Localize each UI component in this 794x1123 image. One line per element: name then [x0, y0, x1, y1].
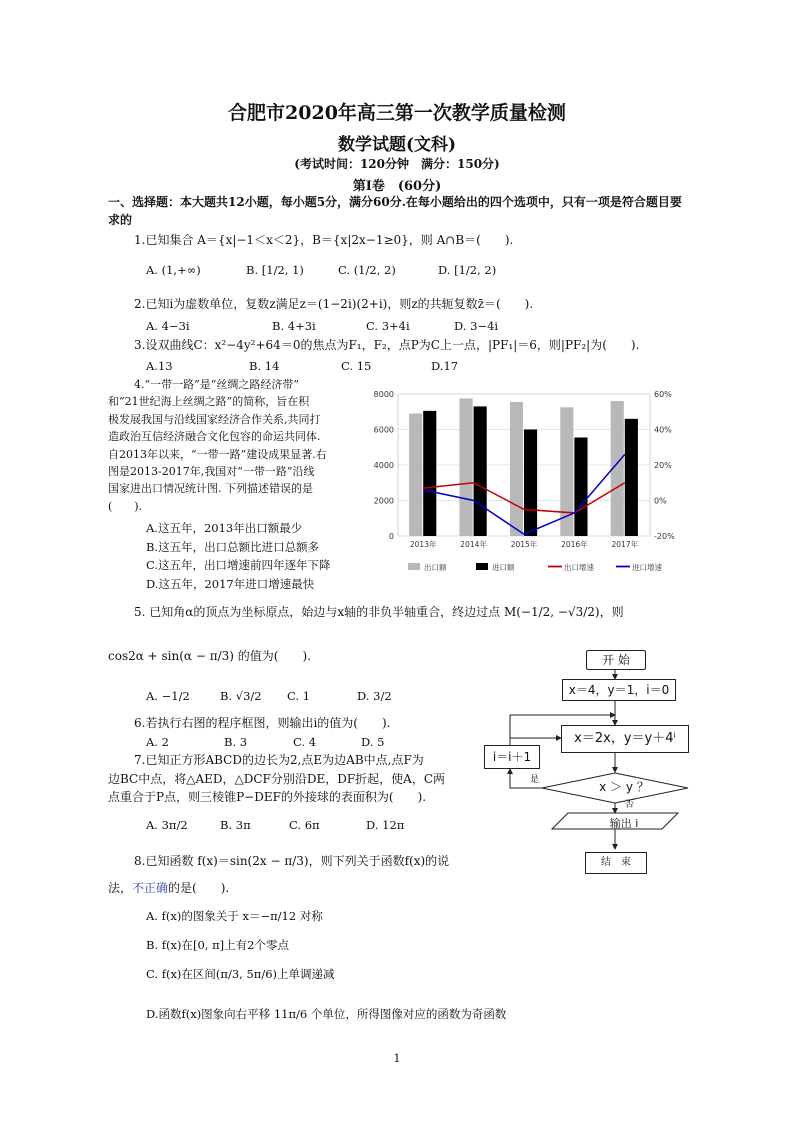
- q7-option-d: D. 12π: [366, 818, 405, 832]
- exam-info: (考试时间：120分钟 满分：150分): [294, 157, 500, 171]
- q7-option-a: A. 3π/2: [146, 818, 188, 832]
- q2-stem: 2.已知i为虚数单位，复数z满足z＝(1−2i)(2+i)，则z的共轭复数z̄＝( ).: [134, 297, 534, 311]
- flow-start: 开 始: [586, 650, 646, 670]
- right-tick-label: 40%: [654, 425, 672, 435]
- q4-line-8: ( ).: [108, 499, 143, 513]
- q1-stem: 1.已知集合 A＝{x|−1＜x＜2}，B＝{x|2x−1≥0}，则 A∩B＝( ).: [134, 233, 514, 247]
- category-label: 2014年: [460, 540, 487, 549]
- exam-title: 合肥市2020年高三第一次教学质量检测: [228, 102, 566, 124]
- legend-swatch: [476, 563, 488, 570]
- left-tick-label: 6000: [373, 425, 394, 435]
- q6-option-c: C. 4: [293, 735, 317, 749]
- q1-option-d: D. [1/2, 2): [438, 263, 497, 277]
- q8-option-a: A. f(x)的图象关于 x＝−π/12 对称: [146, 909, 323, 923]
- left-tick-label: 2000: [373, 496, 394, 506]
- q5-option-b: B. √3/2: [220, 689, 262, 703]
- q1-option-b: B. [1/2, 1): [246, 263, 304, 277]
- q8-stem-1: 8.已知函数 f(x)＝sin(2x − π/3)，则下列关于函数f(x)的说: [134, 854, 450, 868]
- bar-进口额-2014年: [474, 406, 487, 536]
- q4-line-3: 极发展我国与沿线国家经济合作关系,共同打: [108, 412, 321, 426]
- q4-line-7: 国家进出口情况统计图. 下列描述错误的是: [108, 482, 313, 496]
- flow-yes-label: 是: [530, 775, 540, 785]
- q8-option-d: D.函数f(x)图象向右平移 11π/6 个单位，所得图像对应的函数为奇函数: [146, 1007, 507, 1021]
- exam-subtitle: 数学试题(文科): [337, 135, 457, 155]
- q4-line-6: 图是2013-2017年,我国对“一带一路”沿线: [108, 465, 315, 479]
- q3-stem: 3.设双曲线C：x²−4y²+64＝0的焦点为F₁，F₂，点P为C上一点，|PF₁|＝6，则|PF₂|为( ).: [134, 338, 640, 352]
- right-tick-label: -20%: [654, 532, 675, 541]
- right-tick-label: 20%: [654, 461, 672, 470]
- bar-进口额-2015年: [524, 430, 537, 537]
- q5-option-c: C. 1: [287, 689, 311, 703]
- q3-option-a: A.13: [146, 359, 173, 373]
- q8-stem-2c: 的是( ).: [168, 881, 230, 895]
- q7-option-b: B. 3π: [220, 818, 251, 832]
- q4-option-d: D.这五年，2017年进口增速最快: [146, 577, 315, 591]
- bar-进口额-2017年: [625, 419, 638, 536]
- legend-label: 进口增速: [632, 563, 662, 572]
- q4-stem: [108, 376, 360, 515]
- q1-option-c: C. (1/2, 2): [338, 263, 396, 277]
- q8-option-c: C. f(x)在区间(π/3, 5π/6)上单调递减: [146, 967, 335, 981]
- bar-出口额-2015年: [510, 402, 523, 536]
- bar-进口额-2016年: [574, 437, 587, 536]
- q3-option-c: C. 15: [341, 359, 372, 373]
- left-tick-label: 4000: [373, 461, 394, 470]
- q5-option-d: D. 3/2: [357, 689, 392, 703]
- q2-option-d: D. 3−4i: [454, 319, 499, 333]
- q7-line-3: 点重合于P点，则三棱锥P−DEF的外接球的表面积为( ).: [108, 790, 427, 804]
- q6-option-a: A. 2: [146, 735, 169, 749]
- flow-init: x＝4，y＝1，i＝0: [562, 679, 676, 701]
- flow-no-label: 否: [625, 800, 635, 810]
- page-number: 1: [393, 1052, 401, 1065]
- left-tick-label: 0: [388, 532, 394, 541]
- q8-stem-2: [108, 880, 229, 896]
- q7-option-c: C. 6π: [289, 818, 320, 832]
- volume-heading: 第Ⅰ卷 (60分): [352, 179, 442, 194]
- category-label: 2015年: [510, 540, 538, 549]
- q4-option-c: C.这五年，出口增速前四年逐年下降: [146, 558, 331, 572]
- q4-line-2: 和“21世纪海上丝绸之路”的简称，旨在积: [108, 395, 310, 409]
- legend-swatch: [408, 563, 420, 570]
- q7-line-2: 边BC中点，将△AED，△DCF分别沿DE，DF折起，使A，C两: [108, 772, 446, 786]
- category-label: 2013年: [409, 540, 437, 549]
- q3-option-d: D.17: [431, 359, 459, 373]
- right-tick-label: 0%: [654, 496, 667, 506]
- legend-label: 出口增速: [564, 563, 594, 572]
- bar-进口额-2013年: [423, 411, 436, 536]
- q2-option-a: A. 4−3i: [146, 319, 190, 333]
- legend-label: 进口额: [492, 563, 515, 572]
- flow-condition: x ＞ y ？: [599, 780, 649, 794]
- q5-stem-1: 5. 已知角α的顶点为坐标原点，始边与x轴的非负半轴重合，终边过点 M(−1/2, −√3/2)，则: [134, 605, 624, 619]
- q6-option-d: D. 5: [361, 735, 385, 749]
- q8-option-b: B. f(x)在[0, π]上有2个零点: [146, 938, 289, 952]
- q4-option-b: B.这五年，出口总额比进口总额多: [146, 540, 320, 554]
- flow-loop-body: x＝2x，y＝y＋4ⁱ: [561, 725, 689, 753]
- right-tick-label: 60%: [654, 390, 672, 399]
- q4-line-5: 自2013年以来，“一带一路”建设成果显著.右: [108, 447, 327, 461]
- q4-line-4: 造政治互信经济融合文化包容的命运共同体.: [108, 430, 321, 444]
- left-tick-label: 8000: [373, 390, 394, 399]
- trade-chart: [364, 384, 686, 580]
- q7-line-1: 7.已知正方形ABCD的边长为2,点E为边AB中点,点F为: [134, 753, 424, 767]
- q2-option-b: B. 4+3i: [272, 319, 316, 333]
- bar-出口额-2013年: [409, 414, 422, 536]
- category-label: 2016年: [561, 540, 588, 549]
- flow-increment: i＝i＋1: [484, 745, 540, 769]
- q6-stem: 6.若执行右图的程序框图，则输出i的值为( ).: [134, 716, 391, 730]
- q8-stem-2a: 法，: [108, 881, 133, 895]
- category-label: 2017年: [611, 540, 639, 549]
- q8-highlight-not-correct: 不正确: [132, 881, 169, 895]
- q6-option-b: B. 3: [224, 735, 248, 749]
- flow-output: 输出 i: [609, 817, 639, 830]
- bar-出口额-2014年: [459, 398, 472, 536]
- q3-option-b: B. 14: [249, 359, 280, 373]
- section-heading: 一、选择题：本大题共12小题，每小题5分，满分60分.在每小题给出的四个选项中，只有一项是符合题目要求的: [108, 195, 682, 227]
- q1-option-a: A. (1,+∞): [146, 263, 201, 277]
- flow-end: 结 束: [585, 852, 647, 874]
- chart-legend: [408, 562, 662, 572]
- legend-label: 出口额: [424, 563, 447, 572]
- q5-option-a: A. −1/2: [146, 689, 190, 703]
- q4-option-a: A.这五年，2013年出口额最少: [146, 521, 303, 535]
- q5-stem-2: cos2α + sin(α − π/3) 的值为( ).: [108, 649, 311, 663]
- q4-line-1: 4.“一带一路”是“丝绸之路经济带”: [134, 378, 299, 391]
- q2-option-c: C. 3+4i: [366, 319, 410, 333]
